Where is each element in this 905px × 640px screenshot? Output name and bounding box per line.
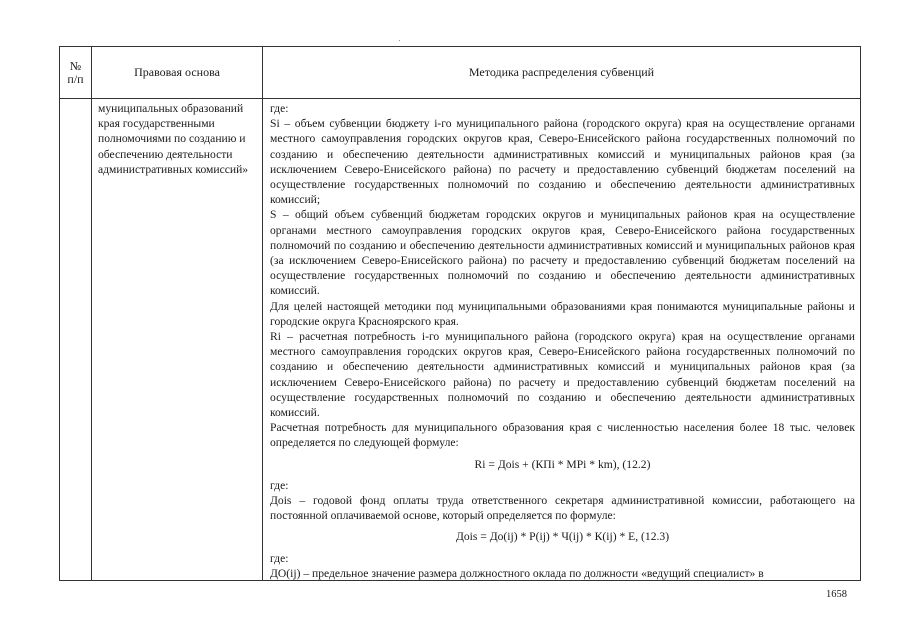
paragraph-do-ij: ДО(ij) – предельное значение размера должностного оклада по должности «ведущий специалист» в (270, 566, 764, 580)
cell-number (60, 99, 92, 581)
paragraph-s: S – общий объем субвенций бюджетам городских округов и муниципальных районов края на осуществление органами местного самоуправления городских округов края, Северо-Енисейского района государственных полномочий по созданию и обеспечению деятельности административных комиссий и муниципальных районов края (за исключением Северо-Енисейского района) по расчету и предоставлению субвенций бюджетам поселений на осуществление государственных полномочий по созданию и обеспечению деятельности административных комиссий. (270, 208, 855, 298)
table-row (60, 99, 861, 581)
paragraph-si: Si – объем субвенции бюджету i-го муниципального района (городского округа) края на осуществление органами местного самоуправления городских округов края, Северо-Енисейского района государственных полномочий по созданию и обеспечению деятельности административных комиссий и муниципальных районов края (за исключением Северо-Енисейского района) по расчету и предоставлению субвенций бюджетам поселений на осуществление государственных полномочий по созданию и обеспечению деятельности административных комиссий; (270, 117, 855, 207)
cell-methodology (263, 99, 861, 581)
header-number: № п/п (60, 47, 92, 99)
paragraph-ri: Ri – расчетная потребность i-го муниципального района (городского округа) края на осуществление органами местного самоуправления городских округов края, Северо-Енисейского района государственных полномочий по созданию и обеспечению деятельности административных комиссий и муниципальных районов края (за исключением Северо-Енисейского района) по расчету и предоставлению субвенций бюджетам поселений на осуществление государственных полномочий по созданию и обеспечению деятельности административных комиссий. (270, 330, 855, 420)
formula-12-3: Доis = До(ij) * Р(ij) * Ч(ij) * К(ij) * Е, (12.3) (455, 530, 670, 544)
page-number: 1658 (826, 589, 847, 600)
header-legal-basis: Правовая основа (92, 47, 263, 99)
paragraph-calc-intro: Расчетная потребность для муниципального образования края с численностью населения более 18 тыс. человек определяется по следующей формуле: (270, 421, 855, 450)
paragraph-where: где: (270, 102, 289, 115)
scan-speck (399, 40, 400, 41)
formula-12-2: Ri = Доis + (КПi * МРi * km), (12.2) (474, 457, 651, 471)
paragraph-where-2: где: (270, 478, 289, 492)
subsidy-table (59, 46, 861, 581)
table-header-row (60, 47, 861, 99)
paragraph-definition: Для целей настоящей методики под муниципальными образованиями края понимаются муниципальные районы и городские округа Красноярского края. (270, 299, 855, 328)
paragraph-where-3: где: (270, 551, 289, 565)
paragraph-dois: Доis – годовой фонд оплаты труда ответственного секретаря административной комиссии, работающего на постоянной оплачиваемой основе, который определяется по формуле: (270, 494, 855, 523)
header-methodology: Методика распределения субвенций (263, 47, 861, 99)
cell-legal-basis: муниципальных образований края государственными полномочиями по созданию и обеспечению деятельности административных комиссий» (92, 99, 263, 581)
